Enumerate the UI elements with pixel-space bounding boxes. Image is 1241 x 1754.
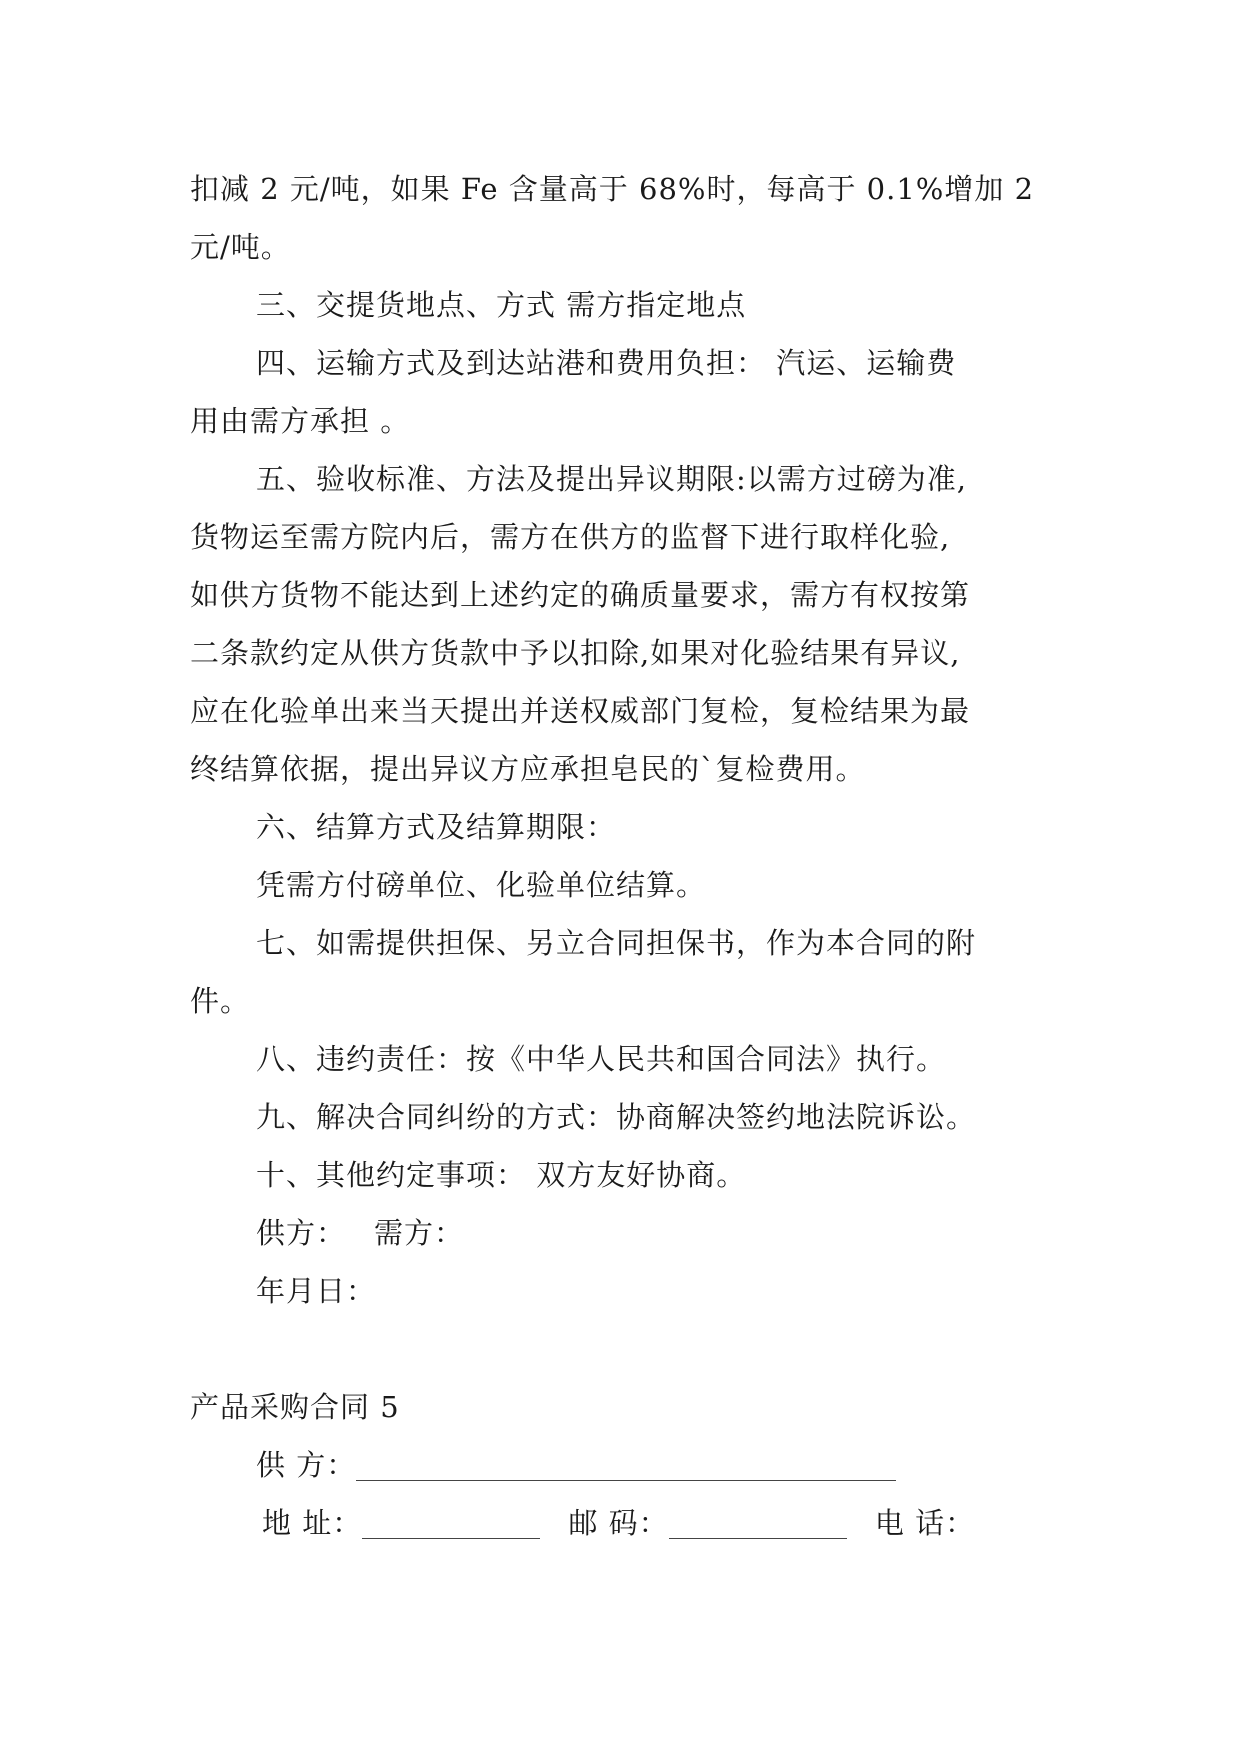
buyer-signature-label: 需方： bbox=[374, 1216, 465, 1250]
contract-title: 产品采购合同 5 bbox=[190, 1390, 400, 1424]
document-page bbox=[190, 160, 1090, 1552]
paragraph-line: 三、交提货地点、方式 需方指定地点 bbox=[256, 288, 747, 322]
paragraph-line: 如供方货物不能达到上述约定的确质量要求，需方有权按第 bbox=[190, 578, 971, 612]
address-field-label: 地 址： bbox=[262, 1506, 363, 1540]
paragraph-line: 应在化验单出来当天提出并送权威部门复检，复检结果为最 bbox=[190, 694, 971, 728]
paragraph-line: 元/吨。 bbox=[190, 230, 291, 264]
postcode-field-blank bbox=[669, 1512, 847, 1539]
supplier-signature-label: 供方： bbox=[256, 1216, 347, 1250]
supplier-field-label: 供 方： bbox=[256, 1448, 357, 1482]
paragraph-line: 九、解决合同纠纷的方式：协商解决签约地法院诉讼。 bbox=[256, 1100, 977, 1134]
supplier-field-blank bbox=[356, 1454, 896, 1481]
paragraph-line: 凭需方付磅单位、化验单位结算。 bbox=[256, 868, 707, 902]
supplier-field-row bbox=[190, 1436, 1090, 1494]
paragraph-line: 终结算依据，提出异议方应承担皂民的`复检费用。 bbox=[190, 752, 866, 786]
paragraph-line: 货物运至需方院内后，需方在供方的监督下进行取样化验, bbox=[190, 520, 951, 554]
contract-body bbox=[190, 160, 1090, 1204]
phone-field-label: 电 话： bbox=[874, 1506, 976, 1540]
signature-parties-line bbox=[190, 1204, 1090, 1262]
date-label: 年月日： bbox=[256, 1274, 377, 1308]
paragraph-line: 扣减 2 元/吨，如果 Fe 含量高于 68%时，每高于 0.1%增加 2 bbox=[190, 172, 1035, 206]
paragraph-line: 二条款约定从供方货款中予以扣除,如果对化验结果有异议, bbox=[190, 636, 961, 670]
paragraph-line: 五、验收标准、方法及提出异议期限:以需方过磅为准, bbox=[256, 462, 967, 496]
postcode-field-label: 邮 码： bbox=[568, 1506, 669, 1540]
paragraph-line: 六、结算方式及结算期限： bbox=[256, 810, 617, 844]
signature-date-line bbox=[190, 1262, 1090, 1320]
address-field-row bbox=[190, 1494, 1090, 1552]
paragraph-line: 用由需方承担 。 bbox=[190, 404, 411, 438]
paragraph-line: 件。 bbox=[190, 984, 251, 1018]
paragraph-line: 八、违约责任：按《中华人民共和国合同法》执行。 bbox=[256, 1042, 947, 1076]
paragraph-line: 十、其他约定事项： 双方友好协商。 bbox=[256, 1158, 747, 1192]
paragraph-line: 四、运输方式及到达站港和费用负担： 汽运、运输费 bbox=[256, 346, 957, 380]
section-spacer bbox=[190, 1320, 1090, 1378]
address-field-blank bbox=[362, 1512, 540, 1539]
paragraph-line: 七、如需提供担保、另立合同担保书，作为本合同的附 bbox=[256, 926, 977, 960]
